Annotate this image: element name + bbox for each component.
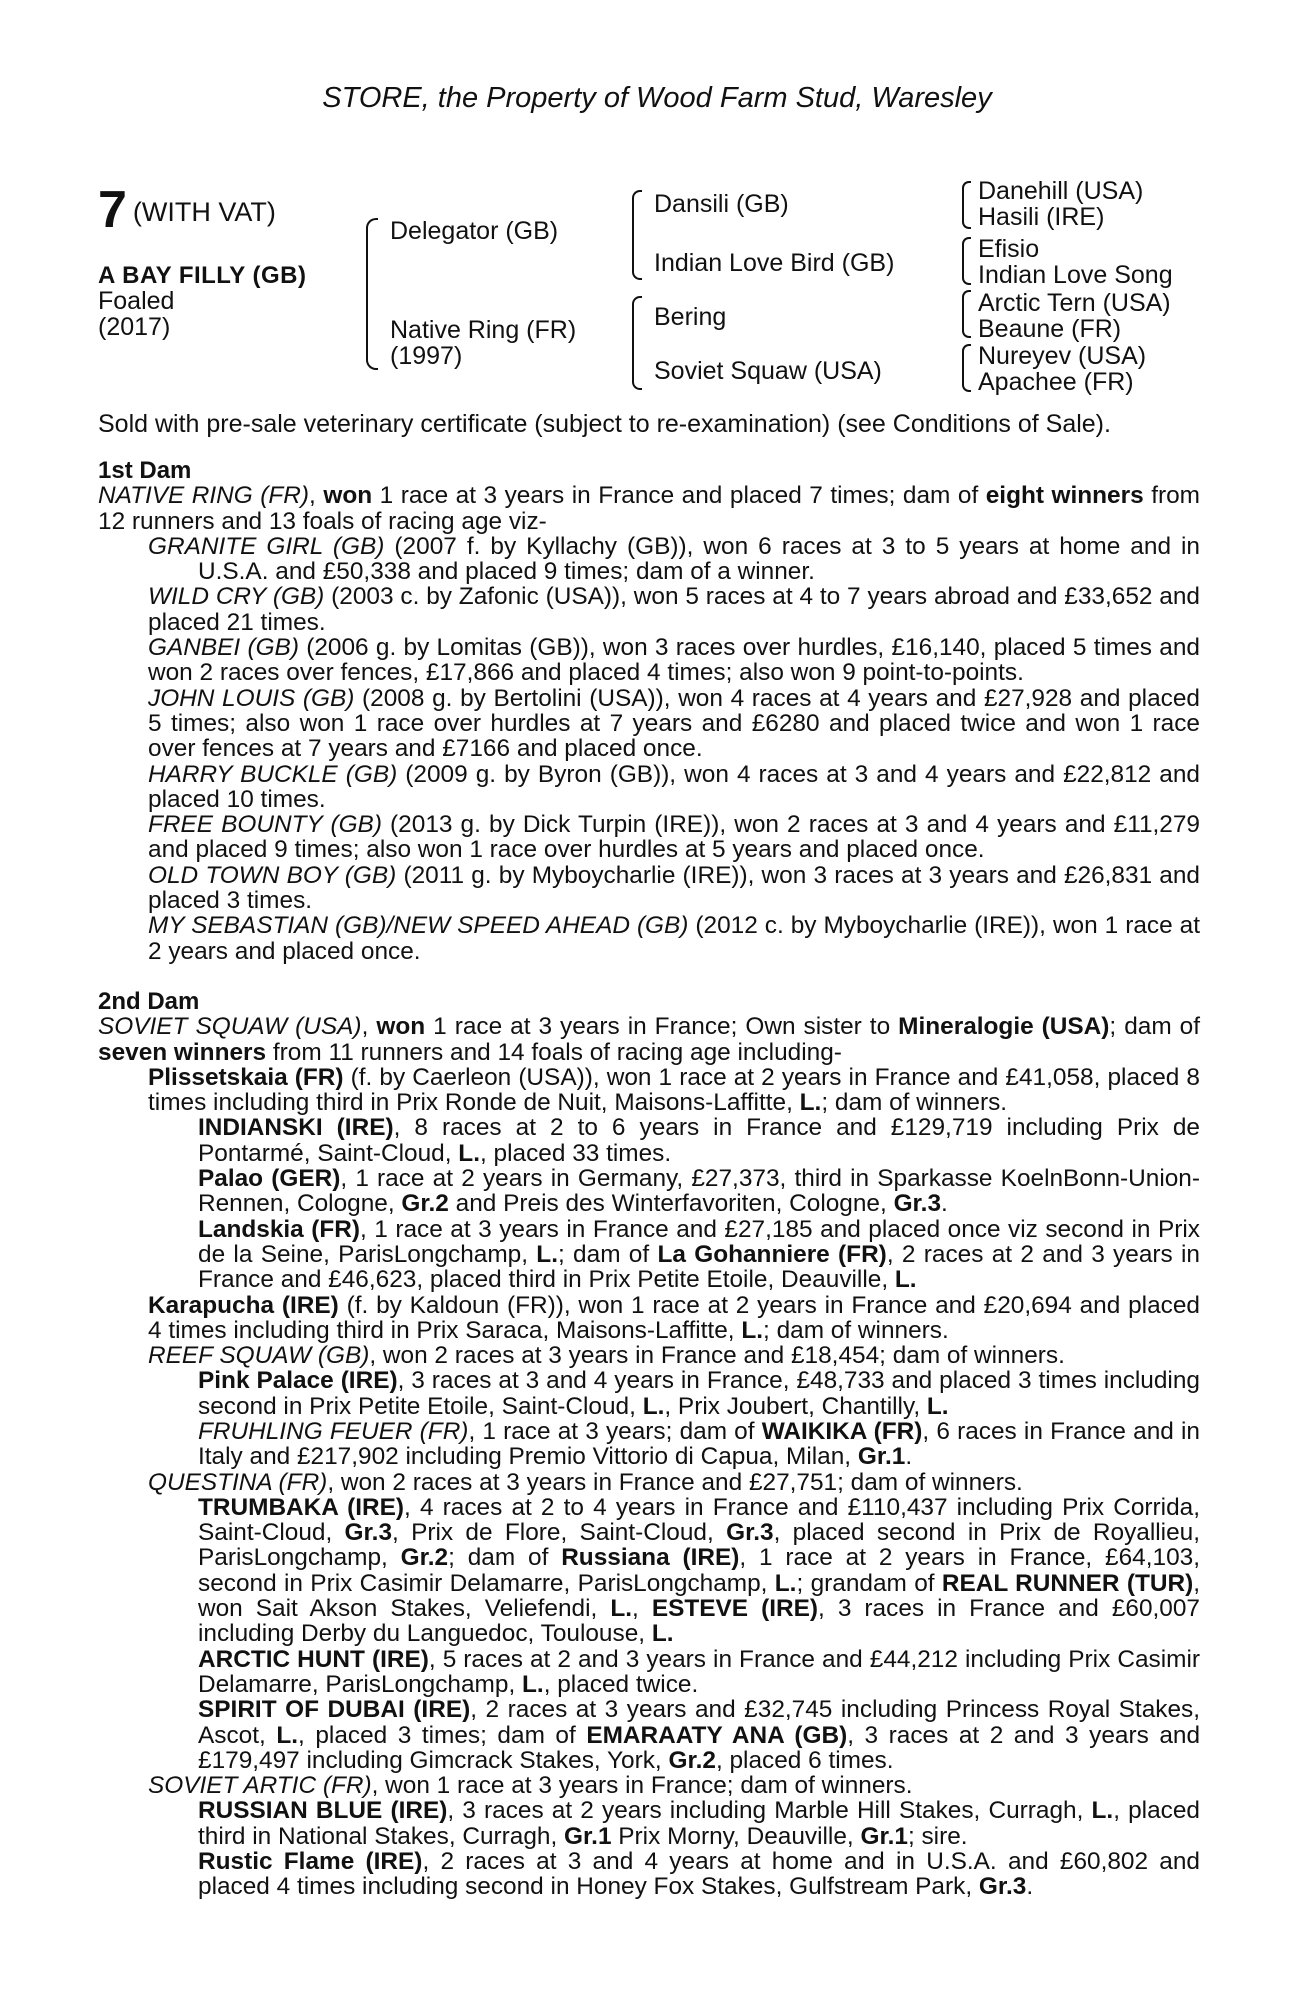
- produce-entry: OLD TOWN BOY (GB) (2011 g. by Myboycharlie (IRE)), won 3 races at 3 years and £26,831 and placed 3 times.: [148, 861, 1200, 915]
- pedigree-bracket: [366, 218, 378, 370]
- produce-entry: Karapucha (IRE) (f. by Kaldoun (FR)), won 1 race at 2 years in France and £20,694 and placed 4 times including third in Prix Saraca, Maisons-Laffitte, L.; dam of winners.: [148, 1291, 1200, 1344]
- sire: Delegator (GB): [390, 217, 559, 245]
- gg-6: Beaune (FR): [978, 315, 1122, 343]
- dam-year: (1997): [390, 342, 463, 370]
- produce-entry: Plissetskaia (FR) (f. by Caerleon (USA)), won 1 race at 2 years in France and £41,058, placed 8 times including third in Prix Ronde de Nuit, Maisons-Laffitte, L.; dam of winners.: [148, 1063, 1200, 1117]
- foaled-year: (2017): [98, 313, 171, 341]
- vat-note: (WITH VAT): [132, 197, 276, 227]
- pedigree-bracket: [962, 344, 971, 392]
- lot-number-value: 7: [98, 181, 127, 239]
- pedigree-bracket: [962, 181, 971, 229]
- produce-entry: JOHN LOUIS (GB) (2008 g. by Bertolini (USA)), won 4 races at 4 years and £27,928 and placed 5 times; also won 1 race over hurdles at 7 years and £6280 and placed twice and won 1 race over fences at 7 years and £7166 and placed once.: [148, 684, 1200, 763]
- produce-entry: Rustic Flame (IRE), 2 races at 3 and 4 years at home and in U.S.A. and £60,802 and placed 4 times including second in Honey Fox Stakes, Gulfstream Park, Gr.3.: [198, 1848, 1200, 1901]
- produce-entry: SPIRIT OF DUBAI (IRE), 2 races at 3 years and £32,745 including Princess Royal Stakes, Ascot, L., placed 3 times; dam of EMARAATY ANA (GB), 3 races at 2 and 3 years and £179,497 including Gimcrack Stakes, York, Gr.2, placed 6 times.: [198, 1696, 1201, 1774]
- produce-entry: ARCTIC HUNT (IRE), 5 races at 2 and 3 years in France and £44,212 including Prix Casimir Delamarre, ParisLongchamp, L., placed twice.: [198, 1645, 1200, 1698]
- gg-7: Nureyev (USA): [978, 342, 1147, 370]
- foaled-info: [98, 288, 174, 340]
- dam: Native Ring (FR): [390, 316, 577, 344]
- produce-record: [98, 458, 1200, 1900]
- dam-sire: Bering: [654, 303, 727, 331]
- gg-2: Hasili (IRE): [978, 203, 1105, 231]
- first-dam-heading: 1st Dam: [98, 457, 192, 484]
- sire-sire: Dansili (GB): [654, 190, 789, 218]
- dam-dam: Soviet Squaw (USA): [654, 357, 882, 385]
- produce-entry: REEF SQUAW (GB), won 2 races at 3 years in France and £18,454; dam of winners.: [148, 1342, 1065, 1370]
- produce-entry: Pink Palace (IRE), 3 races at 3 and 4 years in France, £48,733 and placed 3 times including second in Prix Petite Etoile, Saint-Cloud, L., Prix Joubert, Chantilly, L.: [198, 1367, 1200, 1420]
- foaled-label: Foaled: [98, 287, 175, 315]
- gg-8: Apachee (FR): [978, 368, 1134, 396]
- pedigree-bracket: [632, 190, 642, 280]
- produce-entry: MY SEBASTIAN (GB)/NEW SPEED AHEAD (GB) (2012 c. by Myboycharlie (IRE)), won 1 race at 2 years and placed once.: [148, 912, 1200, 965]
- produce-entry: FREE BOUNTY (GB) (2013 g. by Dick Turpin (IRE)), won 2 races at 3 and 4 years and £11,279 and placed 9 times; also won 1 race over hurdles at 5 years and placed once.: [148, 811, 1200, 864]
- produce-entry: QUESTINA (FR), won 2 races at 3 years in France and £27,751; dam of winners.: [148, 1468, 1023, 1496]
- gg-4: Indian Love Song: [978, 261, 1173, 289]
- produce-entry: GRANITE GIRL (GB) (2007 f. by Kyllachy (GB)), won 6 races at 3 to 5 years at home and in U.S.A. and £50,338 and placed 9 times; dam of a winner.: [148, 532, 1201, 586]
- gg-1: Danehill (USA): [978, 177, 1144, 205]
- gg-5: Arctic Tern (USA): [978, 289, 1171, 317]
- lot-title: A BAY FILLY (GB): [98, 262, 307, 289]
- pedigree-bracket: [632, 296, 642, 390]
- produce-entry: INDIANSKI (IRE), 8 races at 2 to 6 years in France and £129,719 including Prix de Pontarmé, Saint-Cloud, L., placed 33 times.: [198, 1114, 1200, 1167]
- pedigree-bracket: [962, 290, 971, 338]
- produce-entry: FRUHLING FEUER (FR), 1 race at 3 years; dam of WAIKIKA (FR), 6 races in France and in Italy and £217,902 including Premio Vittorio di Capua, Milan, Gr.1.: [198, 1417, 1200, 1471]
- sire-dam: Indian Love Bird (GB): [654, 249, 895, 277]
- produce-entry: HARRY BUCKLE (GB) (2009 g. by Byron (GB)), won 4 races at 3 and 4 years and £22,812 and placed 10 times.: [148, 760, 1201, 813]
- produce-entry: SOVIET ARTIC (FR), won 1 race at 3 years in France; dam of winners.: [148, 1772, 913, 1800]
- sold-note: Sold with pre-sale veterinary certificate (subject to re-examination) (see Conditions of Sale).: [98, 410, 1111, 438]
- produce-entry: RUSSIAN BLUE (IRE), 3 races at 2 years including Marble Hill Stakes, Curragh, L., placed third in National Stakes, Curragh, Gr.1 Prix Morny, Deauville, Gr.1; sire.: [198, 1797, 1200, 1850]
- pedigree-bracket: [962, 237, 971, 285]
- gg-3: Efisio: [978, 235, 1040, 263]
- produce-entry: Palao (GER), 1 race at 2 years in Germany, £27,373, third in Sparkasse KoelnBonn-Union-Rennen, Cologne, Gr.2 and Preis des Winterfavoriten, Cologne, Gr.3.: [198, 1165, 1200, 1218]
- second-dam-heading: 2nd Dam: [98, 987, 200, 1015]
- page-header: STORE, the Property of Wood Farm Stud, Waresley: [322, 82, 992, 114]
- second-dam-intro: SOVIET SQUAW (USA), won 1 race at 3 years in France; Own sister to Mineralogie (USA); dam of seven winners from 11 runners and 14 foals of racing age including-: [98, 1013, 1200, 1066]
- first-dam-intro: NATIVE RING (FR), won 1 race at 3 years in France and placed 7 times; dam of eight winners from 12 runners and 13 foals of racing age viz-: [98, 482, 1200, 535]
- produce-entry: GANBEI (GB) (2006 g. by Lomitas (GB)), won 3 races over hurdles, £16,140, placed 5 times and won 2 races over fences, £17,866 and placed 4 times; also won 9 point-to-points.: [148, 634, 1200, 687]
- produce-entry: WILD CRY (GB) (2003 c. by Zafonic (USA)), won 5 races at 4 to 7 years abroad and £33,652 and placed 21 times.: [148, 583, 1200, 636]
- produce-entry: Landskia (FR), 1 race at 3 years in France and £27,185 and placed once viz second in Prix de la Seine, ParisLongchamp, L.; dam of La Gohanniere (FR), 2 races at 2 and 3 years in France and £46,623, placed third in Prix Petite Etoile, Deauville, L.: [198, 1215, 1200, 1294]
- lot-number: [98, 180, 276, 240]
- produce-entry: TRUMBAKA (IRE), 4 races at 2 to 4 years in France and £110,437 including Prix Corrida, Saint-Cloud, Gr.3, Prix de Flore, Saint-Cloud, Gr.3, placed second in Prix de Royallieu, ParisLongchamp, Gr.2; dam of Russiana (IRE), 1 race at 2 years in France, £64,103, second in Prix Casimir Delamarre, ParisLongchamp, L.; grandam of REAL RUNNER (TUR), won Sait Akson Stakes, Veliefendi, L., ESTEVE (IRE), 3 races in France and £60,007 including Derby du Languedoc, Toulouse, L.: [198, 1493, 1200, 1648]
